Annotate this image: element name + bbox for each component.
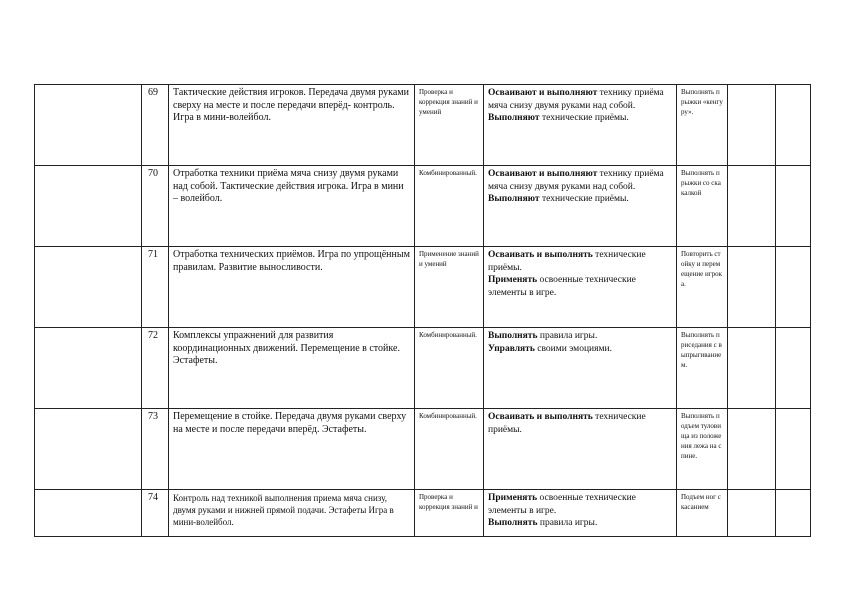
activity-text: технику приёма мяча снизу двумя руками над собой. — [488, 169, 664, 192]
activity-verb: Управлять — [488, 343, 535, 354]
activity-line — [488, 330, 672, 343]
activity-verb: Выполнять — [488, 518, 538, 528]
activity-verb: Осваивать и выполнять — [488, 250, 593, 260]
activity-text: правила игры. — [537, 518, 598, 528]
empty-cell — [776, 166, 811, 247]
lesson-topic: Комплексы упражнений для развития координационных движений. Перемещение в стойке. Эстафеты. — [169, 328, 415, 409]
table-row — [35, 85, 811, 166]
lesson-type: Проверка и коррекция знаний и — [415, 490, 484, 537]
activity-line — [488, 168, 672, 193]
activity-text: освоенные технические элементы в игре. — [488, 493, 636, 516]
empty-cell — [728, 490, 776, 537]
activity-line — [488, 112, 672, 125]
lesson-type: Комбинированный. — [415, 409, 484, 490]
activity-text: технические приёмы. — [488, 412, 646, 435]
empty-cell — [776, 490, 811, 537]
lesson-number: 71 — [142, 247, 169, 328]
activity-text: освоенные технические элементы в игре. — [488, 275, 636, 298]
lesson-type: Применение знаний и умений — [415, 247, 484, 328]
learning-activities — [484, 409, 677, 490]
activity-line — [488, 87, 672, 112]
activity-verb: Применять — [488, 493, 538, 503]
activity-line — [488, 411, 672, 436]
activity-text: технику приёма мяча снизу двумя руками над собой. — [488, 88, 664, 111]
learning-activities — [484, 328, 677, 409]
homework: Выполнять приседания с выпрыгиванием. — [677, 328, 728, 409]
table-row — [35, 328, 811, 409]
activity-verb: Выполняют — [488, 194, 540, 204]
lesson-type: Комбинированный. — [415, 328, 484, 409]
activity-text: своими эмоциями. — [534, 343, 612, 354]
lesson-topic: Тактические действия игроков. Передача двумя руками сверху на месте и после передачи вперёд- контроль. Игра в мини-волейбол. — [169, 85, 415, 166]
empty-cell — [728, 166, 776, 247]
homework: Выполнять подъем туловища из положения лежа на спине. — [677, 409, 728, 490]
lesson-number: 69 — [142, 85, 169, 166]
lesson-type: Комбинированный. — [415, 166, 484, 247]
homework: Подъем ног с касанием — [677, 490, 728, 537]
activity-verb: Выполнять — [488, 331, 538, 341]
homework: Повторить стойку и перемещение игрока. — [677, 247, 728, 328]
empty-cell — [35, 247, 142, 328]
activity-verb: Осваивают и выполняют — [488, 169, 598, 179]
activity-verb: Осваивают и выполняют — [488, 88, 598, 98]
lesson-type: Проверка и коррекция знаний и умений — [415, 85, 484, 166]
empty-cell — [728, 85, 776, 166]
activity-text: правила игры. — [537, 331, 598, 341]
lesson-number: 73 — [142, 409, 169, 490]
activity-line — [488, 492, 672, 517]
activity-text: технические приёмы. — [539, 113, 629, 123]
activity-verb: Применять — [488, 275, 538, 285]
activity-line — [488, 249, 672, 274]
lesson-number: 74 — [142, 490, 169, 537]
homework: Выполнять прыжки «кенгуру». — [677, 85, 728, 166]
activity-line — [488, 343, 672, 356]
learning-activities — [484, 85, 677, 166]
table-row — [35, 166, 811, 247]
activity-verb: Осваивать и выполнять — [488, 412, 593, 422]
empty-cell — [35, 328, 142, 409]
empty-cell — [35, 490, 142, 537]
table-row — [35, 490, 811, 537]
activity-verb: Выполняют — [488, 113, 540, 123]
table-row — [35, 409, 811, 490]
lesson-topic: Контроль над техникой выполнения приема мяча снизу, двумя руками и нижней прямой подачи. Эстафеты Игра в мини-волейбол. — [169, 490, 415, 537]
learning-activities — [484, 166, 677, 247]
empty-cell — [728, 328, 776, 409]
activity-text: технические приёмы. — [488, 250, 646, 273]
empty-cell — [35, 166, 142, 247]
lesson-plan-table — [34, 84, 811, 537]
empty-cell — [776, 328, 811, 409]
lesson-topic: Перемещение в стойке. Передача двумя руками сверху на месте и после передачи вперёд. Эстафеты. — [169, 409, 415, 490]
homework: Выполнять прыжки со скакалкой — [677, 166, 728, 247]
empty-cell — [728, 247, 776, 328]
lesson-number: 70 — [142, 166, 169, 247]
activity-line — [488, 193, 672, 206]
lesson-topic: Отработка технических приёмов. Игра по упрощённым правилам. Развитие выносливости. — [169, 247, 415, 328]
activity-text: технические приёмы. — [539, 194, 629, 204]
activity-line — [488, 517, 672, 530]
learning-activities — [484, 247, 677, 328]
empty-cell — [776, 409, 811, 490]
lesson-number: 72 — [142, 328, 169, 409]
empty-cell — [728, 409, 776, 490]
empty-cell — [35, 409, 142, 490]
lesson-topic: Отработка техники приёма мяча снизу двумя руками над собой. Тактические действия игрока. Игра в мини – волейбол. — [169, 166, 415, 247]
learning-activities — [484, 490, 677, 537]
empty-cell — [776, 85, 811, 166]
activity-line — [488, 274, 672, 299]
empty-cell — [776, 247, 811, 328]
empty-cell — [35, 85, 142, 166]
table-row — [35, 247, 811, 328]
